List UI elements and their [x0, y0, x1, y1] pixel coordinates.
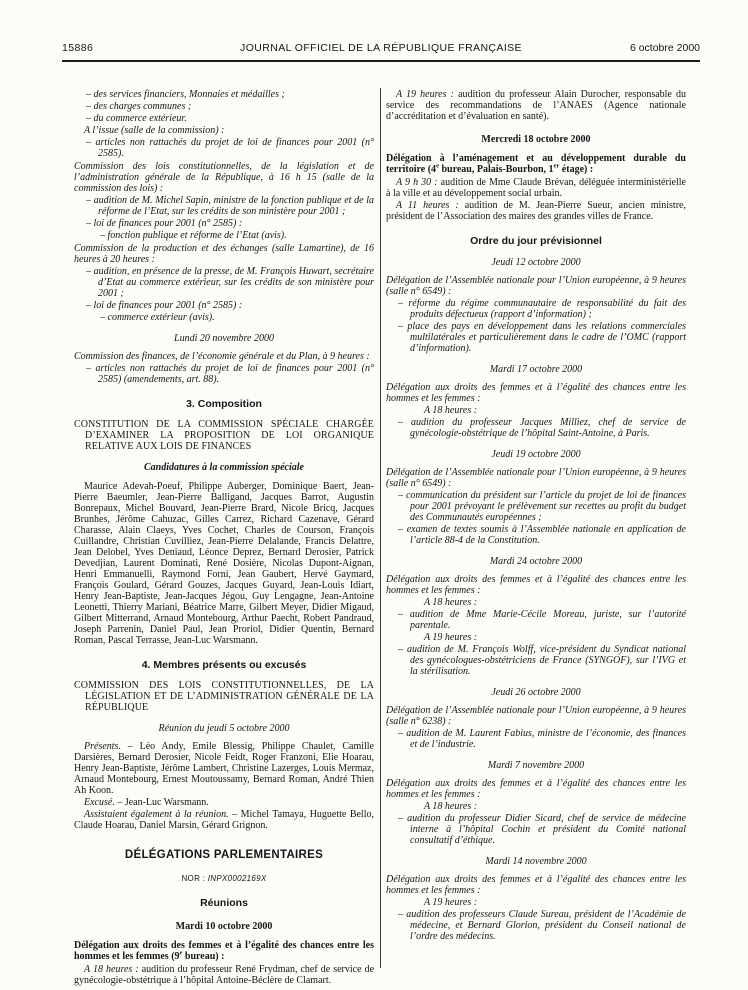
text-block: – audition du professeur Jacques Milliez, chef de service de gynécologie-obstétrique de l’hôpital Saint-Antoine, à Paris. [398, 417, 686, 439]
text-block: Ordre du jour prévisionnel [470, 235, 602, 247]
text-block: – des charges communes ; [86, 101, 192, 112]
text-block: – audition du professeur Didier Sicard, chef de service de médecine interne à l’hôpital Cochin et président du Comité national consultatif d’éthique. [398, 813, 686, 846]
text-block: Mardi 24 octobre 2000 [489, 556, 583, 567]
text-block: Délégation aux droits des femmes et à l’égalité des chances entre les hommes et les femmes : [386, 778, 686, 800]
header-rule [62, 60, 700, 62]
text-block: Jeudi 19 octobre 2000 [491, 449, 581, 460]
text-block: Assistaient également à la réunion. – Michel Tamaya, Huguette Bello, Claude Hoarau, Daniel Marsin, Gérard Grignon. [74, 809, 374, 831]
text-block: Délégation de l’Assemblée nationale pour l’Union européenne, à 9 heures (salle n° 6549) : [386, 275, 686, 297]
text-block: Présents. – Léo Andy, Emile Blessig, Philippe Chaulet, Camille Darsières, Bernard Derosier, Nicole Feidt, Roger Franzoni, Elie Hoarau, Henry Jean-Baptiste, Jérôme Lambert, Christine Lazerges, Louis Mermaz, Arnaud Montebourg, Ernest Moutoussamy, Bernard Roman, André Thien Ah Koon. [74, 741, 374, 796]
text-block: Réunions [200, 897, 248, 909]
text-block: – audition de M. François Wolff, vice-président du Syndicat national des gynécologues-obstétriciens de France (SYNGOF), sur l’IVG et la stérilisation. [398, 644, 686, 677]
text-block: Mardi 17 octobre 2000 [489, 364, 583, 375]
text-block: – loi de finances pour 2001 (n° 2585) : [86, 218, 243, 229]
page-number: 15886 [62, 42, 94, 54]
text-block: A 18 heures : [424, 597, 478, 608]
page-content [74, 88, 686, 986]
text-block: Mardi 14 novembre 2000 [485, 856, 587, 867]
right-column [386, 88, 686, 968]
text-block: 3. Composition [186, 398, 262, 410]
text-block: Mardi 10 octobre 2000 [175, 921, 273, 932]
text-block: COMMISSION DES LOIS CONSTITUTIONNELLES, DE LA LÉGISLATION ET DE L’ADMINISTRATION GÉNÉRALE DE LA RÉPUBLIQUE [74, 680, 374, 713]
text-block: Mercredi 18 octobre 2000 [481, 134, 591, 145]
text-block: Jeudi 26 octobre 2000 [491, 687, 581, 698]
text-block: – audition de Mme Marie-Cécile Moreau, juriste, sur l’autorité parentale. [398, 609, 686, 631]
text-block: Délégation aux droits des femmes et à l’égalité des chances entre les hommes et les femmes (9e bureau) : [74, 940, 374, 962]
text-block: Commission des finances, de l’économie générale et du Plan, à 9 heures : [74, 351, 370, 362]
text-block: A l’issue (salle de la commission) : [84, 125, 225, 136]
text-block: CONSTITUTION DE LA COMMISSION SPÉCIALE CHARGÉE D’EXAMINER LA PROPOSITION DE LOI ORGANIQUE RELATIVE AUX LOIS DE FINANCES [74, 419, 374, 452]
text-block: – des services financiers, Monnaies et médailles ; [86, 89, 285, 100]
text-block: Délégation aux droits des femmes et à l’égalité des chances entre les hommes et les femmes : [386, 382, 686, 404]
text-block: Maurice Adevah-Poeuf, Philippe Auberger, Dominique Baert, Jean-Pierre Baeumler, Jean-Pierre Balligand, Jacques Barrot, Augustin Bonrepaux, Michel Bouvard, Jean-Pierre Brard, Nicole Bricq, Jacques Brunhes, Jérôme Cahuzac, Gilles Carrez, Richard Cazenave, Gérard Charasse, Alain Claeys, Yves Cochet, Charles de Courson, François Cuillandre, Christian Cuvilliez, Jean-Pierre Delalande, Francis Delattre, Jean Delobel, Yves Deniaud, Léonce Deprez, Bernard Derosier, Patrick Devedjian, Laurent Dominati, René Dosière, Nicolas Dupont-Aignan, Henri Emmanuelli, Raymond Forni, Jean Gaubert, Hervé Gaymard, François Goulard, Gérard Gouzes, Jacques Guyard, Jean-Louis Idiart, Henry Jean-Baptiste, Jean-Jacques Jégou, Guy Lengagne, Jean-Antoine Leonetti, Thierry Mariani, Béatrice Marre, Gilbert Meyer, Didier Migaud, Gilbert Mitterrand, Arnaud Montebourg, Arthur Paecht, Robert Pandraud, Joseph Parrenin, Daniel Paul, Jean Proriol, Didier Quentin, Bernard Roman, Pascal Terrasse, Jean-Luc Warsmann. [74, 481, 374, 646]
text-block: A 18 heures : [424, 405, 478, 416]
text-block: – réforme du régime communautaire de responsabilité du fait des produits défectueux (rapport d’information) ; [398, 298, 686, 320]
text-block: – audition de M. Michel Sapin, ministre de la fonction publique et de la réforme de l’Etat, sur les crédits de son ministère pour 2001 ; [86, 195, 374, 217]
text-block: – place des pays en développement dans les relations commerciales multilatérales et particulièrement dans le cadre de l’OMC (rapport d’information). [398, 321, 686, 354]
text-block: – loi de finances pour 2001 (n° 2585) : [86, 300, 243, 311]
text-block: Réunion du jeudi 5 octobre 2000 [158, 723, 290, 734]
text-block: Commission de la production et des échanges (salle Lamartine), de 16 heures à 20 heures : [74, 243, 374, 265]
page-header [62, 42, 700, 54]
text-block: – communication du président sur l’article du projet de loi de finances pour 2001 prévoyant le prélèvement sur recettes au profit du budget des Communautés européennes ; [398, 490, 686, 523]
text-block: A 19 heures : [424, 632, 478, 643]
text-block: – audition des professeurs Claude Sureau, président de l’Académie de médecine, et Bernard Glorion, président du Conseil national de l’ordre des médecins. [398, 909, 686, 942]
text-block: – audition, en présence de la presse, de M. François Huwart, secrétaire d’Etat au commerce extérieur, sur les crédits de son ministère pour 2001 ; [86, 266, 374, 299]
text-block: Délégation aux droits des femmes et à l’égalité des chances entre les hommes et les femmes : [386, 574, 686, 596]
text-block: A 18 heures : [424, 801, 478, 812]
text-block: A 18 heures : audition du professeur René Frydman, chef de service de gynécologie-obstétrique à l’hôpital Antoine-Béclère de Clamart. [74, 964, 375, 986]
journal-title: JOURNAL OFFICIEL DE LA RÉPUBLIQUE FRANÇAISE [240, 42, 522, 54]
text-block: Délégation de l’Assemblée nationale pour l’Union européenne, à 9 heures (salle n° 6549) : [386, 467, 686, 489]
text-block: DÉLÉGATIONS PARLEMENTAIRES [124, 849, 324, 861]
text-block: 4. Membres présents ou excusés [141, 659, 307, 671]
issue-date: 6 octobre 2000 [629, 42, 700, 54]
text-block: – examen de textes soumis à l’Assemblée nationale en application de l’article 88-4 de la Constitution. [398, 524, 686, 546]
text-block: – commerce extérieur (avis). [100, 312, 215, 323]
text-block: Commission des lois constitutionnelles, de la législation et de l’administration générale de la République, à 16 h 15 (salle de la commission des lois) : [74, 161, 374, 194]
text-block: Candidatures à la commission spéciale [143, 462, 304, 473]
text-block: A 9 h 30 : audition de Mme Claude Brévan, déléguée interministérielle à la ville et au développement social urbain. [386, 177, 686, 199]
text-block: A 19 heures : [424, 897, 478, 908]
text-block: – articles non rattachés du projet de loi de finances pour 2001 (n° 2585) (amendements, art. 88). [86, 363, 374, 385]
text-block: NOR : INPX0002169X [181, 874, 267, 883]
text-block: Délégation de l’Assemblée nationale pour l’Union européenne, à 9 heures (salle n° 6238) : [386, 705, 686, 727]
text-block: – fonction publique et réforme de l’Etat (avis). [100, 230, 287, 241]
text-block: Délégation à l’aménagement et au développement durable du territoire (4e bureau, Palais-Bourbon, 1er étage) : [386, 153, 686, 175]
column-divider [380, 88, 381, 968]
text-block: Mardi 7 novembre 2000 [487, 760, 585, 771]
text-block: A 19 heures : audition du professeur Alain Durocher, responsable du service des recommandations de l’ANAES (Agence nationale d’accréditation et d’évaluation en santé). [386, 89, 686, 122]
left-column [74, 88, 375, 986]
text-block: – articles non rattachés du projet de loi de finances pour 2001 (n° 2585). [86, 137, 374, 159]
text-block: A 11 heures : audition de M. Jean-Pierre Sueur, ancien ministre, président de l’Association des maires des grandes villes de France. [386, 200, 686, 222]
text-block: Délégation aux droits des femmes et à l’égalité des chances entre les hommes et les femmes : [386, 874, 686, 896]
text-block: Lundi 20 novembre 2000 [174, 333, 274, 344]
text-block: Excusé. – Jean-Luc Warsmann. [84, 797, 209, 808]
text-block: – audition de M. Laurent Fabius, ministre de l’économie, des finances et de l’industrie. [398, 728, 686, 750]
text-block: – du commerce extérieur. [86, 113, 187, 124]
text-block: Jeudi 12 octobre 2000 [491, 257, 581, 268]
